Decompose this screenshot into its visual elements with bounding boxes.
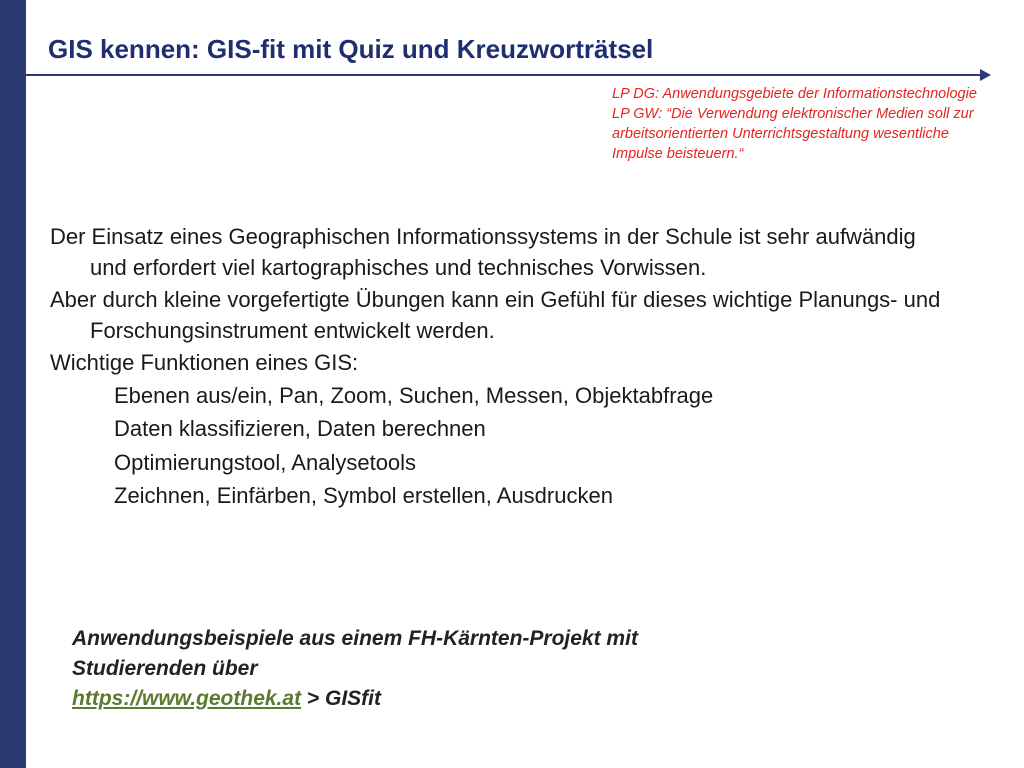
functions-heading: Wichtige Funktionen eines GIS: [50,350,359,375]
footer-line-2: Studierenden über [72,657,258,680]
curriculum-note-gw: LP GW: “Die Verwendung elektronischer Medien soll zur arbeitsorientierten Unterrichtsgestaltung wesentliche Impulse beisteuern.“ [612,106,974,162]
function-item: Optimierungstool, Analysetools [114,449,417,475]
body-paragraph: Der Einsatz eines Geographischen Informationssystems in der Schule ist sehr aufwändig und erfordert viel kartographisches und technisches Vorwissen. [50,224,916,280]
function-item: Ebenen aus/ein, Pan, Zoom, Suchen, Messen, Objektabfrage [114,382,714,408]
slide-body [50,222,950,515]
link-suffix: > GISfit [301,687,381,710]
geothek-link[interactable]: https://www.geothek.at [72,687,302,710]
slide-title: GIS kennen: GIS-fit mit Quiz und Kreuzworträtsel [48,34,654,64]
footer-line-1: Anwendungsbeispiele aus einem FH-Kärnten-Projekt mit [72,627,638,650]
body-paragraph: Aber durch kleine vorgefertigte Übungen kann ein Gefühl für dieses wichtige Planungs- und Forschungsinstrument entwickelt werden. [50,287,941,343]
curriculum-note [612,84,992,164]
curriculum-note-dg: LP DG: Anwendungsgebiete der Informationstechnologie [612,86,977,102]
function-item: Daten klassifizieren, Daten berechnen [114,416,486,441]
title-underline [26,74,982,76]
function-item: Zeichnen, Einfärben, Symbol erstellen, Ausdrucken [114,483,613,508]
arrow-right-icon [980,69,991,81]
footer-line-3 [72,684,832,714]
examples-footer [72,624,832,714]
left-accent-bar [0,0,26,768]
